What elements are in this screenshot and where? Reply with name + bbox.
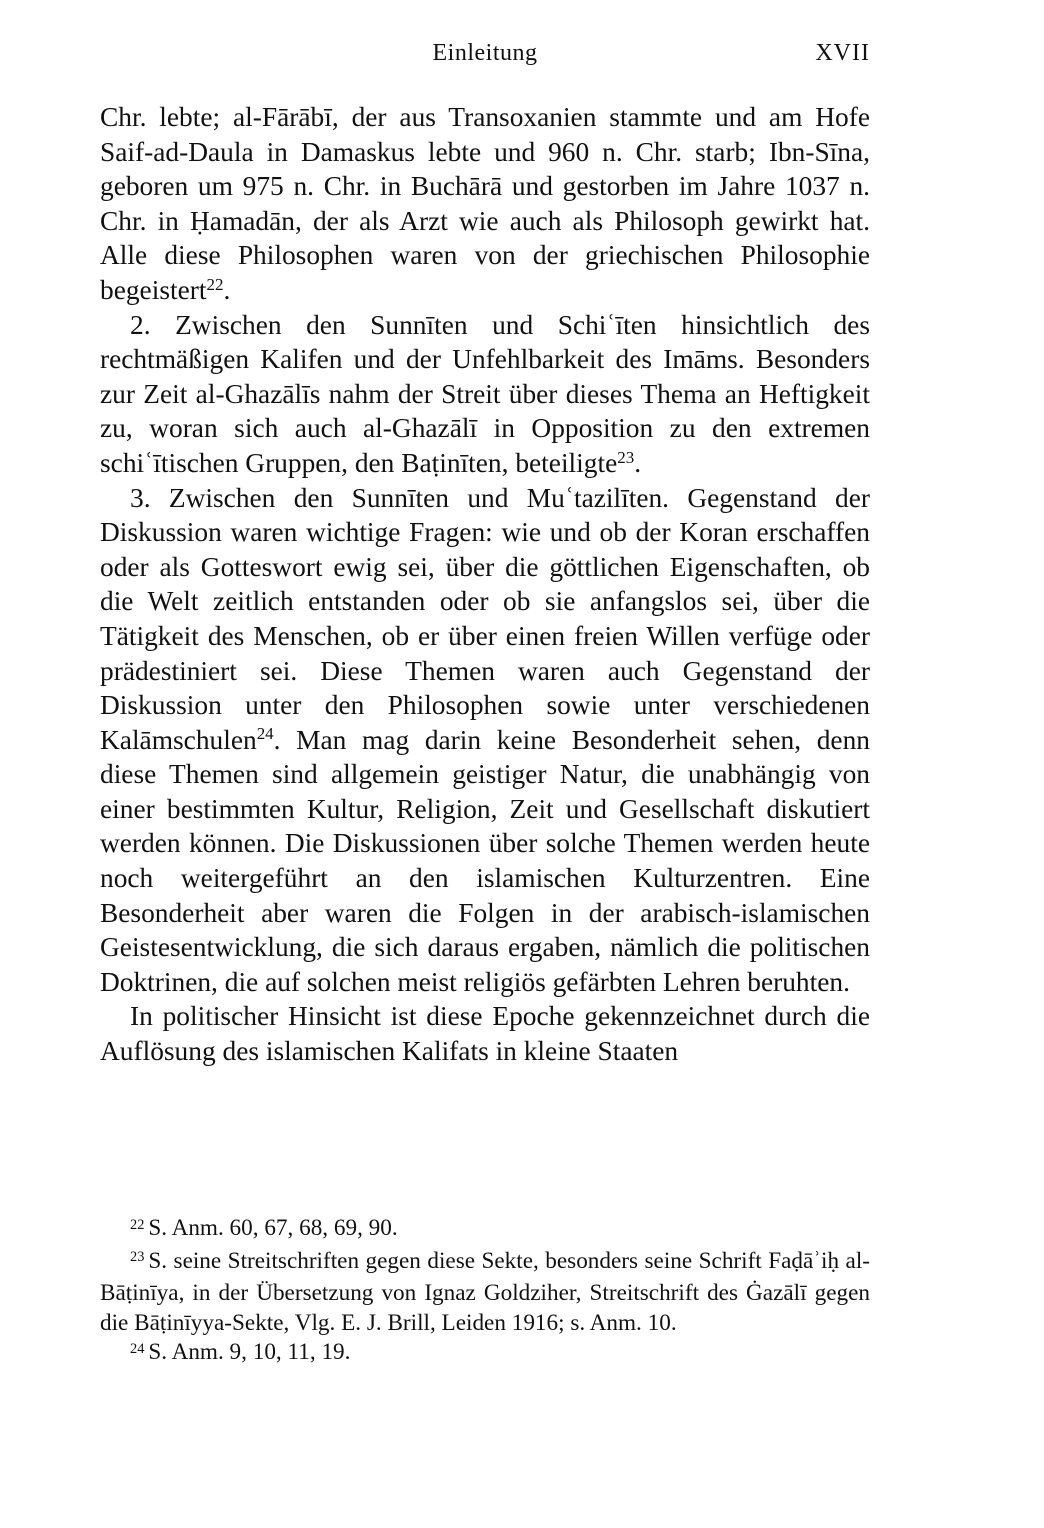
paragraph-2-text: 2. Zwischen den Sunnīten und Schiʿīten hinsichtlich des rechtmäßigen Kalifen und der Unfehlbarkeit des Imāms. Besonders zur Zeit al-Ghazālīs nahm der Streit über dieses Thema an Heftigkeit zu, woran sich auch al-Ghazālī in Opposition zu den extremen schiʿītischen Gruppen, den Baṭinīten, beteiligte bbox=[100, 309, 870, 478]
footnote-ref-23: 23 bbox=[617, 447, 635, 467]
page-number: XVII bbox=[815, 40, 870, 66]
footnote-24 bbox=[100, 1338, 870, 1371]
paragraph-3-text-b: . Man mag darin keine Besonderheit sehen, denn diese Themen sind allgemein geistiger Natur, die unabhängig von einer bestimmten Kultur, Religion, Zeit und Gesellschaft diskutiert werden können. Die Diskussionen über solche Themen werden heute noch weitergeführt an den islamischen Kulturzentren. Eine Besonderheit aber waren die Folgen in der arabisch-islamischen Geistesentwicklung, die sich daraus ergaben, nämlich die politischen Doktrinen, die auf solchen meist religiös gefärbten Lehren beruhten. bbox=[100, 724, 870, 997]
footnote-number: 24 bbox=[130, 1340, 145, 1357]
paragraph-4-text: In politischer Hinsicht ist diese Epoche gekennzeichnet durch die Auflösung des islamischen Kalifats in kleine Staaten bbox=[100, 1001, 870, 1067]
paragraph-1 bbox=[100, 100, 870, 308]
footnote-ref-24: 24 bbox=[256, 724, 274, 744]
running-title: Einleitung bbox=[432, 40, 538, 66]
footnote-22 bbox=[100, 1214, 870, 1247]
footnote-text: S. Anm. 9, 10, 11, 19. bbox=[148, 1339, 351, 1365]
footnote-ref-22: 22 bbox=[206, 274, 224, 294]
paragraph-1-end: . bbox=[223, 274, 231, 305]
footnotes bbox=[100, 1214, 870, 1371]
footnote-text: S. Anm. 60, 67, 68, 69, 90. bbox=[148, 1215, 398, 1241]
footnote-number: 22 bbox=[130, 1216, 145, 1233]
paragraph-3 bbox=[100, 481, 870, 1000]
paragraph-2 bbox=[100, 308, 870, 481]
footnote-23 bbox=[100, 1247, 870, 1339]
footnote-number: 23 bbox=[130, 1249, 145, 1266]
running-head bbox=[100, 40, 870, 76]
paragraph-4 bbox=[100, 999, 870, 1068]
paragraph-3-text-a: 3. Zwischen den Sunnīten und Muʿtazilīten. Gegenstand der Diskussion waren wichtige Fragen: wie und ob der Koran erschaffen oder als Gotteswort ewig sei, über die göttlichen Eigenschaften, ob die Welt zeitlich entstanden oder ob sie anfangslos sei, über die Tätigkeit des Menschen, ob er über einen freien Willen verfüge oder prädestiniert sei. Diese Themen waren auch Gegenstand der Diskussion unter den Philosophen sowie unter verschiedenen Kalāmschulen bbox=[100, 482, 870, 755]
footnote-text: S. seine Streitschriften gegen diese Sekte, besonders seine Schrift Faḍāʾiḥ al-Bāṭinīya, in der Übersetzung von Ignaz Goldziher, Streitschrift des Ġazālī gegen die Bāṭinīyya-Sekte, Vlg. E. J. Brill, Leiden 1916; s. Anm. 10. bbox=[100, 1247, 870, 1336]
main-text bbox=[100, 100, 870, 1069]
paragraph-1-text: Chr. lebte; al-Fārābī, der aus Transoxanien stammte und am Hofe Saif-ad-Daula in Damaskus lebte und 960 n. Chr. starb; Ibn-Sīna, geboren um 975 n. Chr. in Buchārā und gestorben im Jahre 1037 n. Chr. in Ḥamadān, der als Arzt wie auch als Philosoph gewirkt hat. Alle diese Philosophen waren von der griechischen Philosophie begeistert bbox=[100, 102, 870, 305]
paragraph-2-end: . bbox=[634, 447, 642, 478]
